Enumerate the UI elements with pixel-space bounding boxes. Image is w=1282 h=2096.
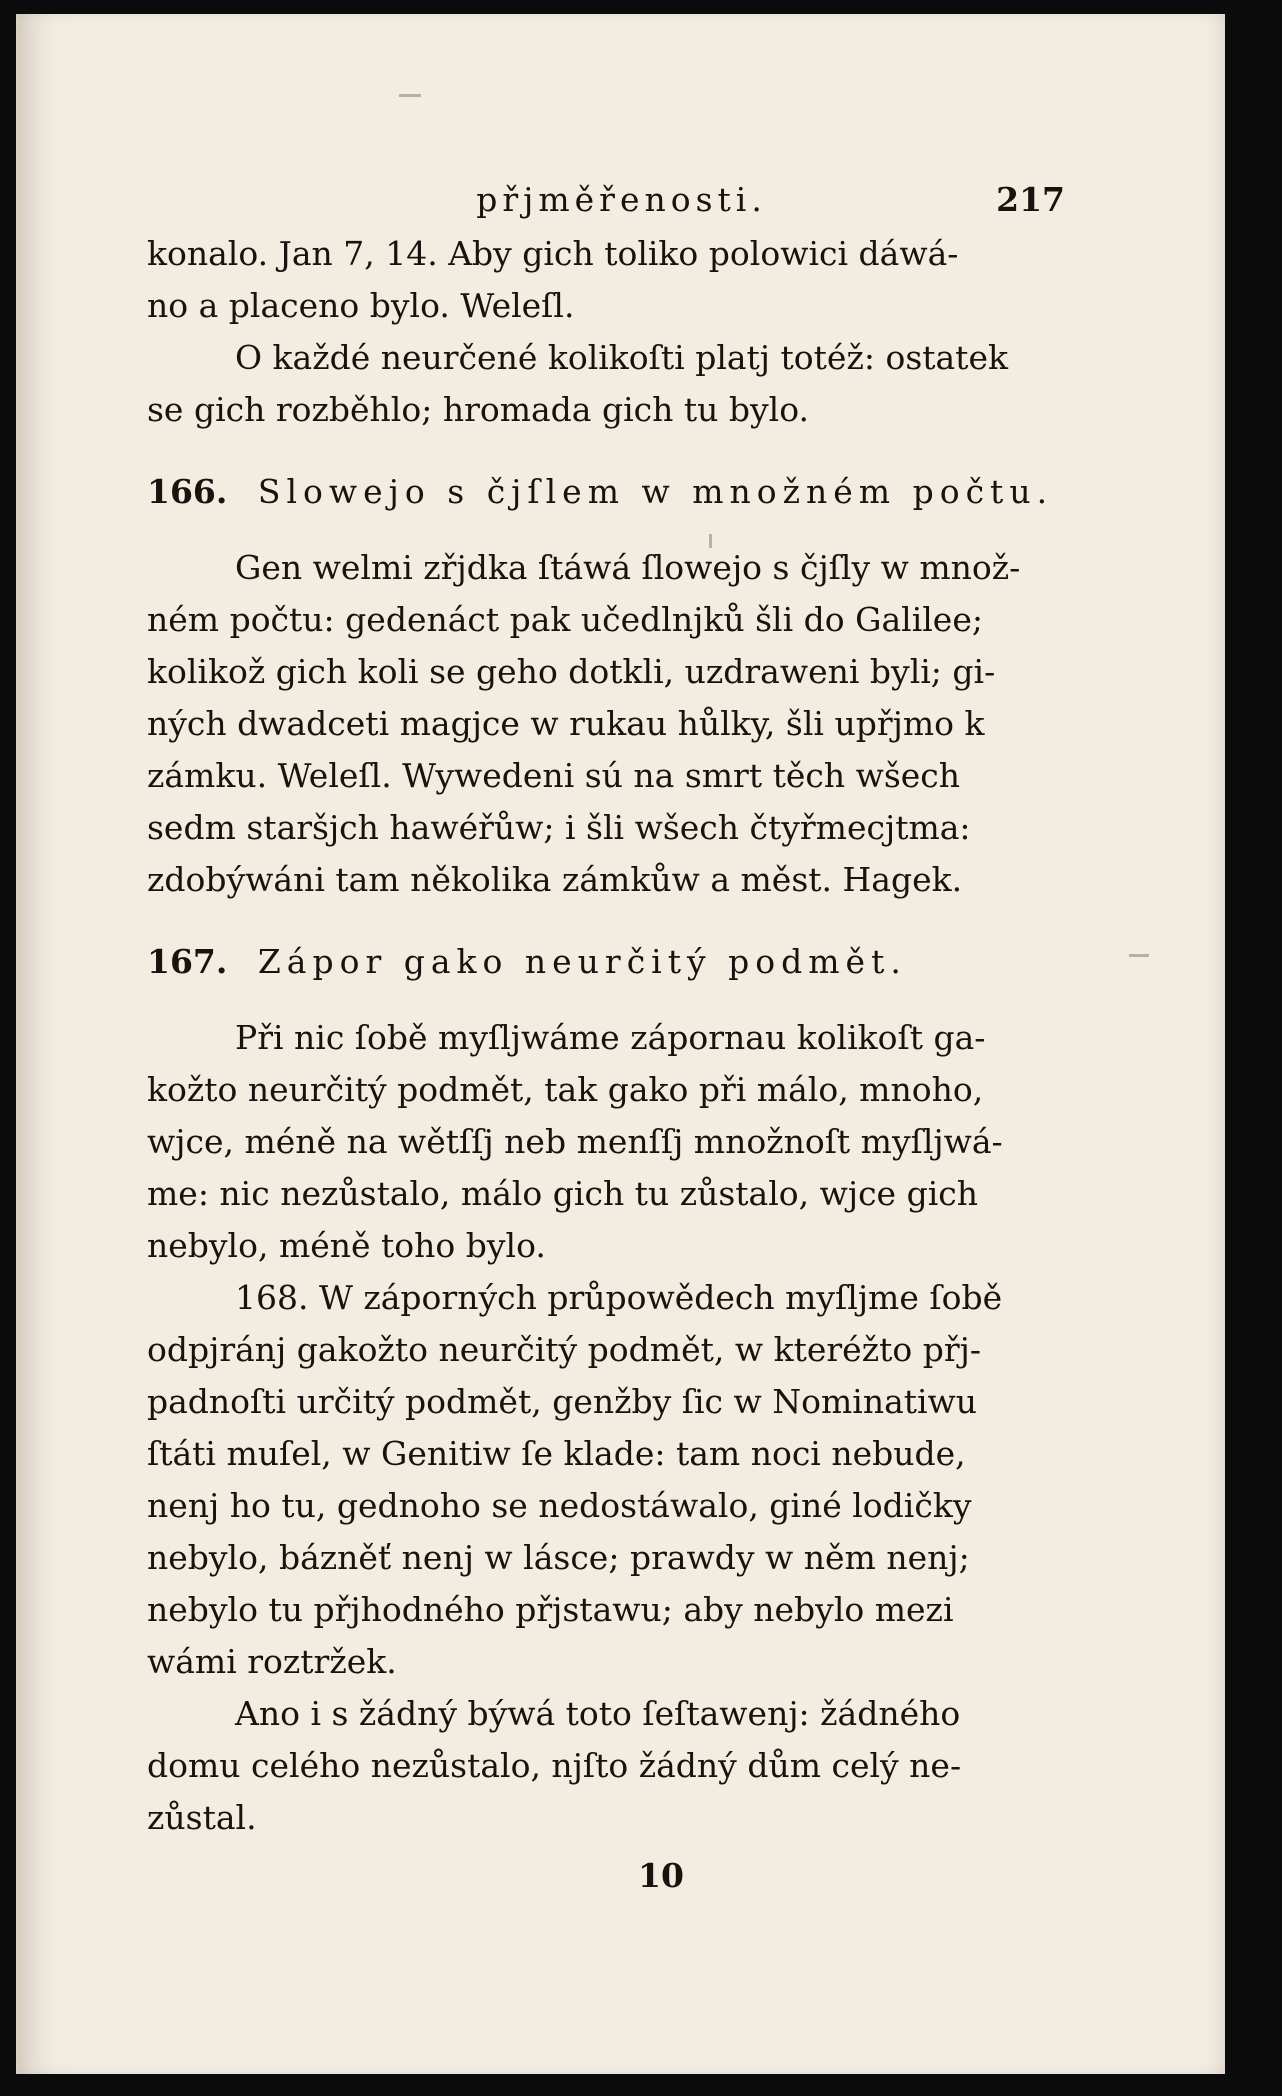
page-text [147,174,1065,1902]
text-line: konalo. Jan 7, 14. Aby gich toliko polowici dáwá- [147,234,959,273]
paragraph-intro-2 [147,332,1065,436]
page-number: 217 [996,180,1065,219]
text-line: nenj ho tu, gednoho se nedostáwalo, giné lodičky [147,1486,972,1525]
section-title: Zápor gako neurčitý podmět. [257,942,907,981]
paragraph-166 [147,542,1065,906]
text-line: odpjránj gakožto neurčitý podmět, w kteréžto přj- [147,1330,981,1369]
text-line: padnoſti určitý podmět, genžby ſic w Nominatiwu [147,1382,978,1421]
running-title: přjměřenosti. [476,180,767,219]
text-line: nebylo tu přjhodného přjstawu; aby nebylo mezi [147,1590,954,1629]
text-line: ných dwadceti magjce w rukau hůlky, šli upřjmo k [147,704,985,743]
text-line: me: nic nezůstalo, málo gich tu zůstalo, wjce gich [147,1174,978,1213]
page-speck [1129,954,1149,957]
text-line: Gen welmi zřjdka ſtáwá ſlowejo s čjſly w množ- [235,548,1021,587]
text-line: wjce, méně na wětſſj neb menſſj množnoſt myſljwá- [147,1122,1003,1161]
paragraph-intro [147,228,1065,332]
text-line: nebylo, méně toho bylo. [147,1226,546,1265]
section-heading-166 [147,466,1065,518]
text-line: Při nic ſobě myſljwáme zápornau kolikoſt ga- [235,1018,986,1057]
book-page [16,14,1225,2074]
text-line: sedm staršjch hawéřůw; i šli wšech čtyřmecjtma: [147,808,971,847]
paragraph-167 [147,1012,1065,1272]
page-header [147,174,1065,226]
text-line: zůstal. [147,1798,257,1837]
text-line: wámi roztržek. [147,1642,397,1681]
paragraph-168 [147,1272,1065,1688]
text-line: zdobýwáni tam několika zámkůw a měst. Hagek. [147,860,963,899]
paragraph-last [147,1688,1065,1844]
text-line: 168. W záporných průpowědech myſljme ſobě [235,1278,1003,1317]
text-line: domu celého nezůstalo, njſto žádný dům celý ne- [147,1746,962,1785]
text-line: O každé neurčené kolikoſti platj totéž: ostatek [235,338,1008,377]
text-line: kolikož gich koli se geho dotkli, uzdraweni byli; gi- [147,652,996,691]
page-speck [399,94,421,97]
signature-mark: 10 [638,1856,684,1895]
section-number: 167. [147,942,228,981]
text-line: ném počtu: gedenáct pak učedlnjků šli do Galilee; [147,600,983,639]
text-line: no a placeno bylo. Weleſl. [147,286,575,325]
text-line: se gich rozběhlo; hromada gich tu bylo. [147,390,809,429]
section-title: Slowejo s čjſlem w množném počtu. [257,472,1054,511]
text-line: nebylo, bázněť nenj w lásce; prawdy w něm nenj; [147,1538,970,1577]
section-number: 166. [147,472,228,511]
text-line: kožto neurčitý podmět, tak gako při málo, mnoho, [147,1070,984,1109]
text-line: zámku. Weleſl. Wywedeni sú na smrt těch wšech [147,756,961,795]
text-line: Ano i s žádný býwá toto ſeſtawenj: žádného [235,1694,961,1733]
text-line: ſtáti muſel, w Genitiw ſe klade: tam noci nebude, [147,1434,966,1473]
section-heading-167 [147,936,1065,988]
